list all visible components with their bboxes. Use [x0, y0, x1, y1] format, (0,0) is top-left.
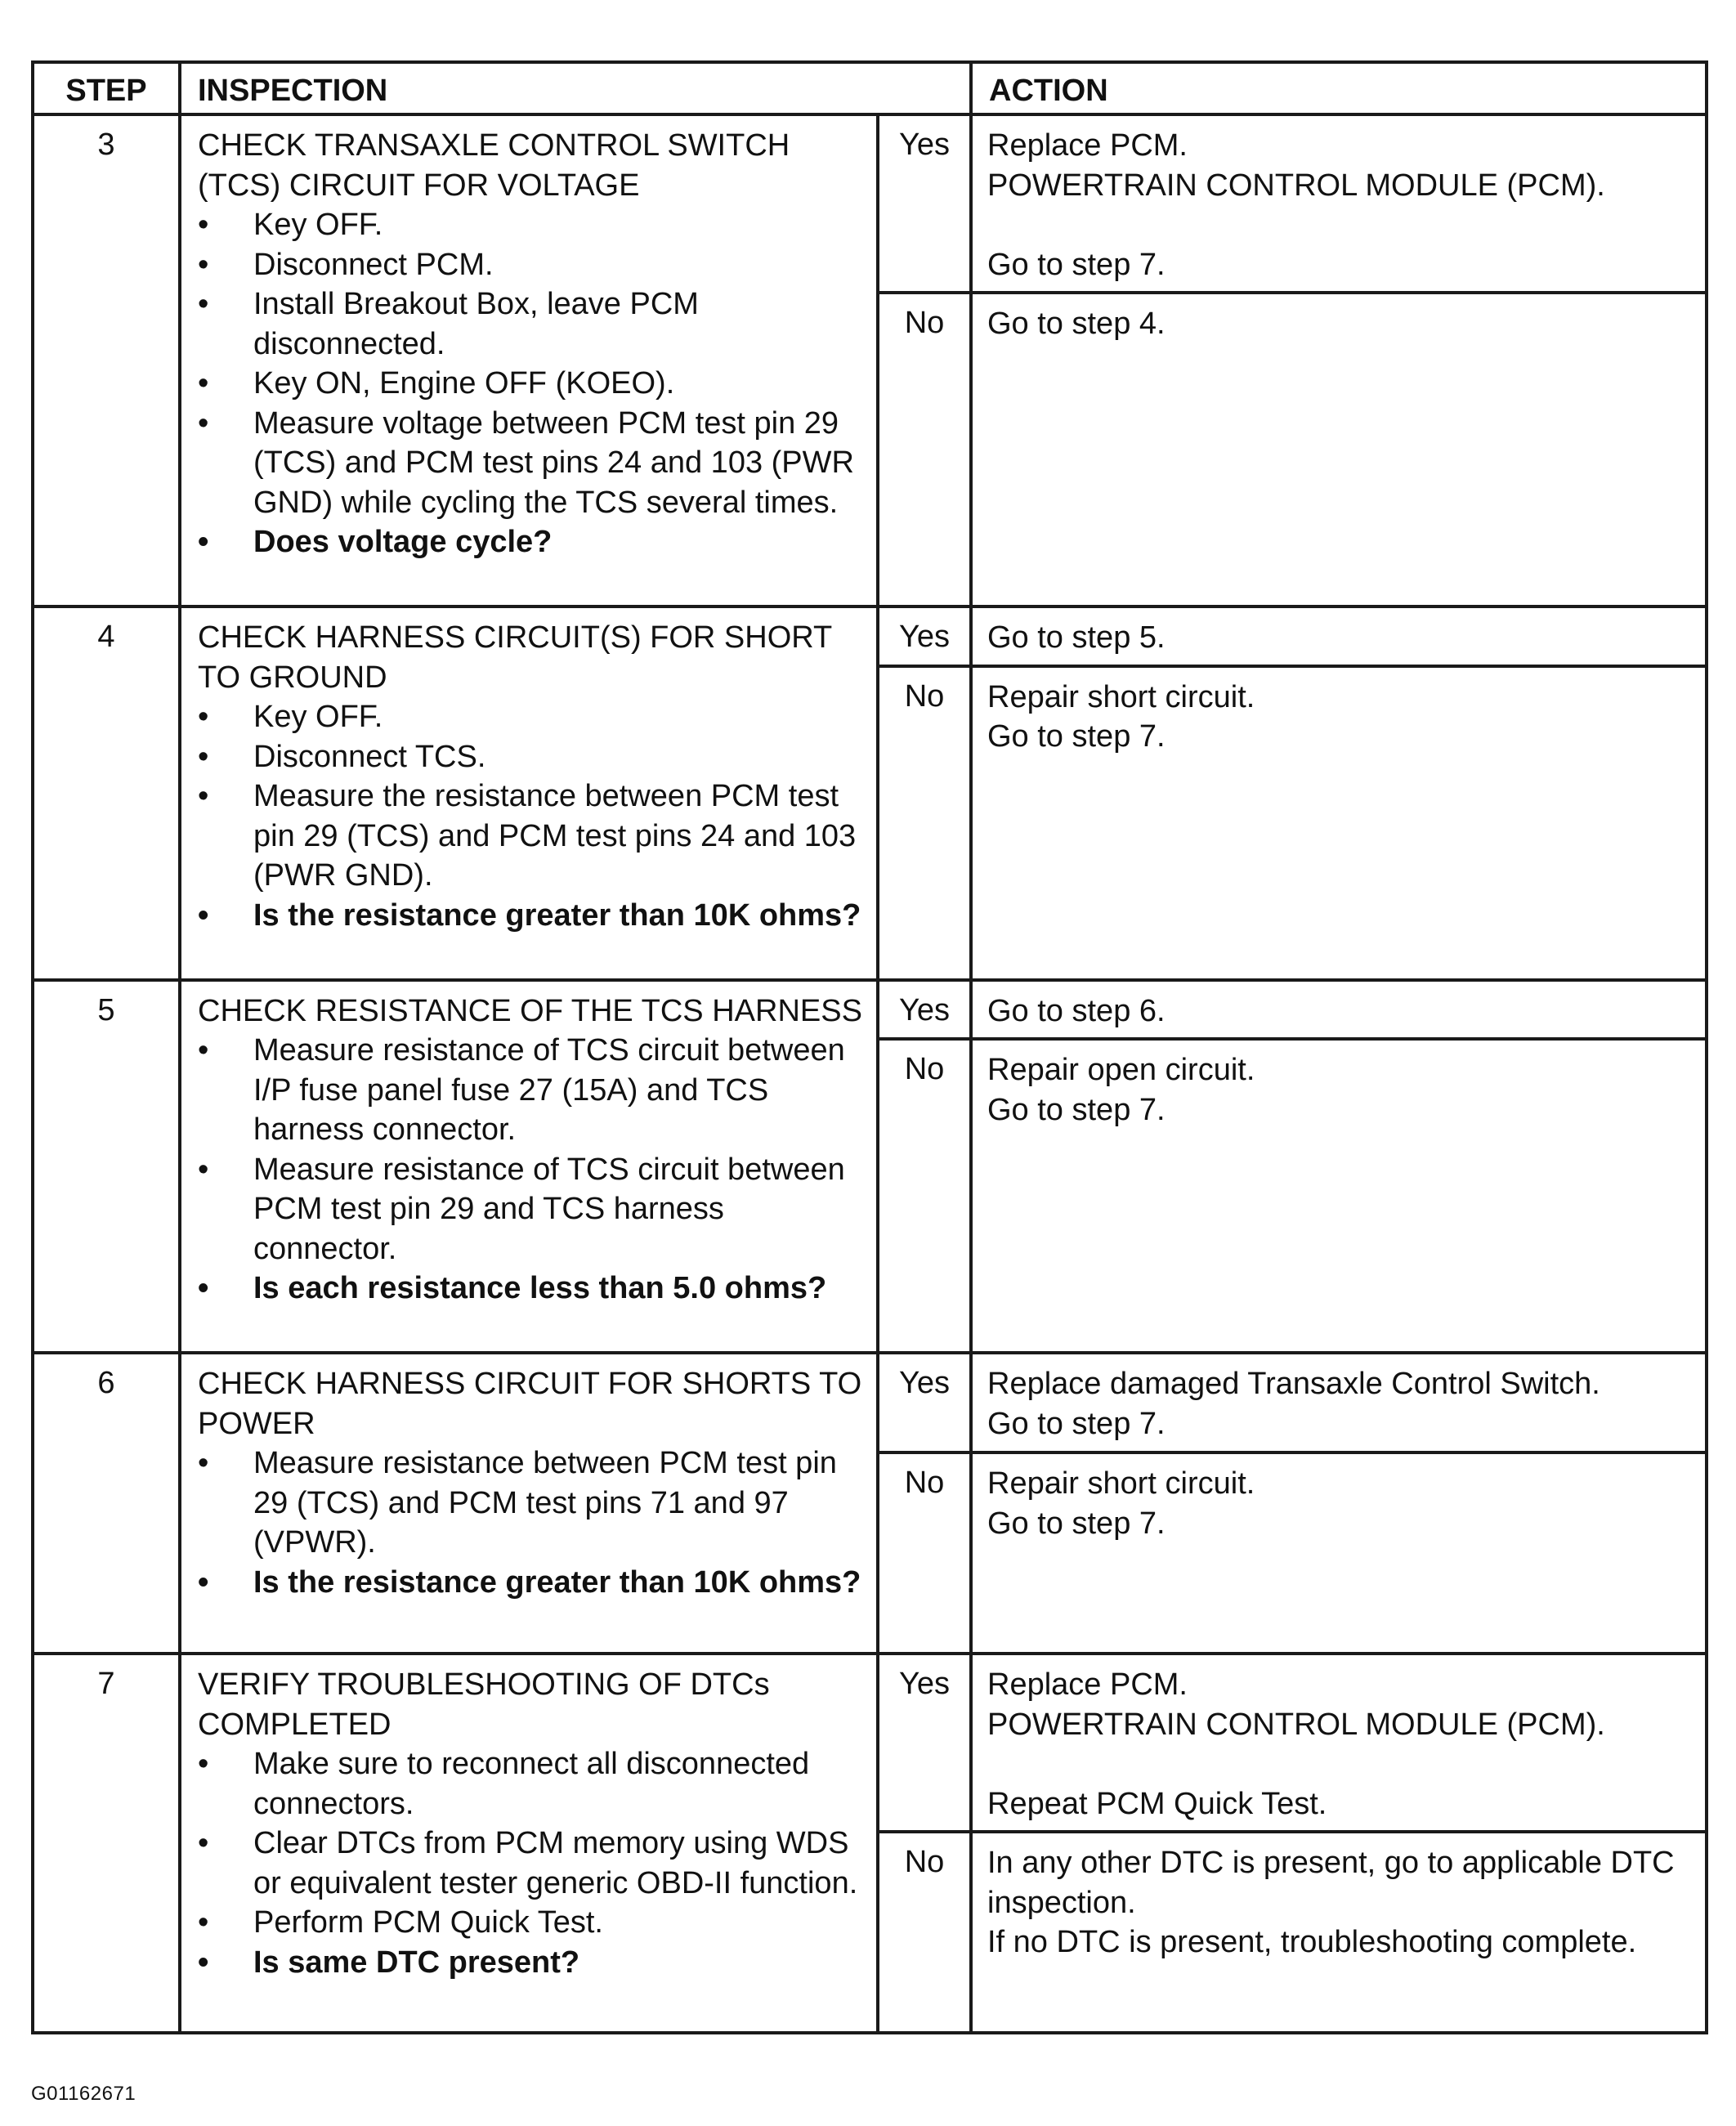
inspection-question: • Is the resistance greater than 10K ohms?	[198, 896, 866, 936]
action-line: POWERTRAIN CONTROL MODULE (PCM).	[987, 168, 1605, 203]
inspection-item: • Measure voltage between PCM test pin 29 (TCS) and PCM test pins 24 and 103 (PWR GND) while cycling the TCS several times.	[198, 404, 866, 523]
step-number: 4	[33, 606, 180, 980]
action-line: Go to step 7.	[987, 1092, 1166, 1127]
inspection-item: • Measure resistance of TCS circuit between PCM test pin 29 and TCS harness connector.	[198, 1150, 866, 1269]
inspection-question: • Does voltage cycle?	[198, 522, 866, 562]
figure-id: G01162671	[31, 2083, 136, 2105]
action-line: Replace PCM.	[987, 128, 1188, 163]
inspection-item: • Measure resistance of TCS circuit between I/P fuse panel fuse 27 (15A) and TCS harness connector.	[198, 1031, 866, 1150]
step-number: 6	[33, 1353, 180, 1654]
header-step: STEP	[33, 62, 180, 114]
inspection-steps	[198, 205, 866, 562]
action-no	[971, 1832, 1707, 2033]
inspection-item: • Measure the resistance between PCM test pin 29 (TCS) and PCM test pins 24 and 103 (PWR GND).	[198, 777, 866, 896]
answer-no: No	[878, 666, 971, 980]
inspection-title: CHECK HARNESS CIRCUIT(S) FOR SHORT TO GROUND	[198, 620, 832, 695]
inspection-cell	[180, 1353, 878, 1654]
inspection-cell	[180, 606, 878, 980]
inspection-cell	[180, 114, 878, 606]
inspection-cell	[180, 980, 878, 1354]
step-number: 7	[33, 1654, 180, 2033]
answer-no: No	[878, 1452, 971, 1654]
action-line: Repeat PCM Quick Test.	[987, 1786, 1327, 1821]
action-no	[971, 1452, 1707, 1654]
action-line: Go to step 7.	[987, 247, 1166, 282]
action-line: In any other DTC is present, go to applicable DTC inspection.	[987, 1846, 1675, 1920]
step-row	[33, 980, 1707, 1040]
action-line: POWERTRAIN CONTROL MODULE (PCM).	[987, 1707, 1605, 1742]
inspection-steps	[198, 1031, 866, 1309]
inspection-title: CHECK RESISTANCE OF THE TCS HARNESS	[198, 993, 862, 1028]
inspection-question: • Is each resistance less than 5.0 ohms?	[198, 1269, 866, 1309]
action-line: Repair open circuit.	[987, 1053, 1255, 1087]
inspection-item: • Disconnect PCM.	[198, 245, 866, 285]
inspection-item: • Make sure to reconnect all disconnected connectors.	[198, 1744, 866, 1824]
answer-yes: Yes	[878, 1654, 971, 1832]
step-row	[33, 606, 1707, 666]
action-line: Repair short circuit.	[987, 679, 1255, 714]
inspection-item: • Key OFF.	[198, 697, 866, 737]
inspection-title: CHECK TRANSAXLE CONTROL SWITCH (TCS) CIRCUIT FOR VOLTAGE	[198, 128, 790, 203]
action-line: Repair short circuit.	[987, 1466, 1255, 1501]
inspection-steps	[198, 1443, 866, 1602]
inspection-item: • Clear DTCs from PCM memory using WDS or equivalent tester generic OBD-II function.	[198, 1824, 866, 1903]
inspection-question: • Is the resistance greater than 10K ohms?	[198, 1563, 866, 1603]
step-row	[33, 1353, 1707, 1452]
answer-yes: Yes	[878, 980, 971, 1040]
action-no	[971, 293, 1707, 606]
action-line: Replace damaged Transaxle Control Switch.	[987, 1367, 1600, 1401]
action-line: If no DTC is present, troubleshooting complete.	[987, 1925, 1637, 1959]
troubleshooting-table	[31, 60, 1708, 2034]
step-row	[33, 114, 1707, 293]
answer-yes: Yes	[878, 114, 971, 293]
action-line: Go to step 5.	[987, 620, 1166, 655]
action-line: Replace PCM.	[987, 1667, 1188, 1702]
action-yes	[971, 1353, 1707, 1452]
header-action: ACTION	[971, 62, 1707, 114]
action-line: Go to step 7.	[987, 1506, 1166, 1541]
action-line	[987, 1744, 1692, 1784]
answer-no: No	[878, 1039, 971, 1353]
action-yes	[971, 980, 1707, 1040]
action-line: Go to step 6.	[987, 993, 1166, 1028]
inspection-item: • Measure resistance between PCM test pin 29 (TCS) and PCM test pins 71 and 97 (VPWR).	[198, 1443, 866, 1563]
inspection-question: • Is same DTC present?	[198, 1943, 866, 1983]
inspection-item: • Install Breakout Box, leave PCM disconnected.	[198, 284, 866, 364]
header-inspection: INSPECTION	[180, 62, 971, 114]
action-line: Go to step 7.	[987, 1406, 1166, 1441]
inspection-cell	[180, 1654, 878, 2033]
action-line	[987, 205, 1692, 245]
inspection-item: • Key OFF.	[198, 205, 866, 245]
action-line: Go to step 7.	[987, 719, 1166, 754]
action-line: Go to step 4.	[987, 307, 1166, 341]
action-yes	[971, 1654, 1707, 1832]
inspection-item: • Key ON, Engine OFF (KOEO).	[198, 364, 866, 404]
inspection-title: VERIFY TROUBLESHOOTING OF DTCs COMPLETED	[198, 1667, 770, 1742]
action-yes	[971, 606, 1707, 666]
action-no	[971, 666, 1707, 980]
step-number: 3	[33, 114, 180, 606]
inspection-steps	[198, 1744, 866, 1982]
action-no	[971, 1039, 1707, 1353]
answer-no: No	[878, 293, 971, 606]
action-yes	[971, 114, 1707, 293]
step-row	[33, 1654, 1707, 1832]
inspection-item: • Perform PCM Quick Test.	[198, 1903, 866, 1943]
inspection-steps	[198, 697, 866, 935]
inspection-title: CHECK HARNESS CIRCUIT FOR SHORTS TO POWER	[198, 1367, 862, 1441]
answer-no: No	[878, 1832, 971, 2033]
answer-yes: Yes	[878, 606, 971, 666]
step-number: 5	[33, 980, 180, 1354]
header-row	[33, 62, 1707, 114]
answer-yes: Yes	[878, 1353, 971, 1452]
inspection-item: • Disconnect TCS.	[198, 737, 866, 777]
